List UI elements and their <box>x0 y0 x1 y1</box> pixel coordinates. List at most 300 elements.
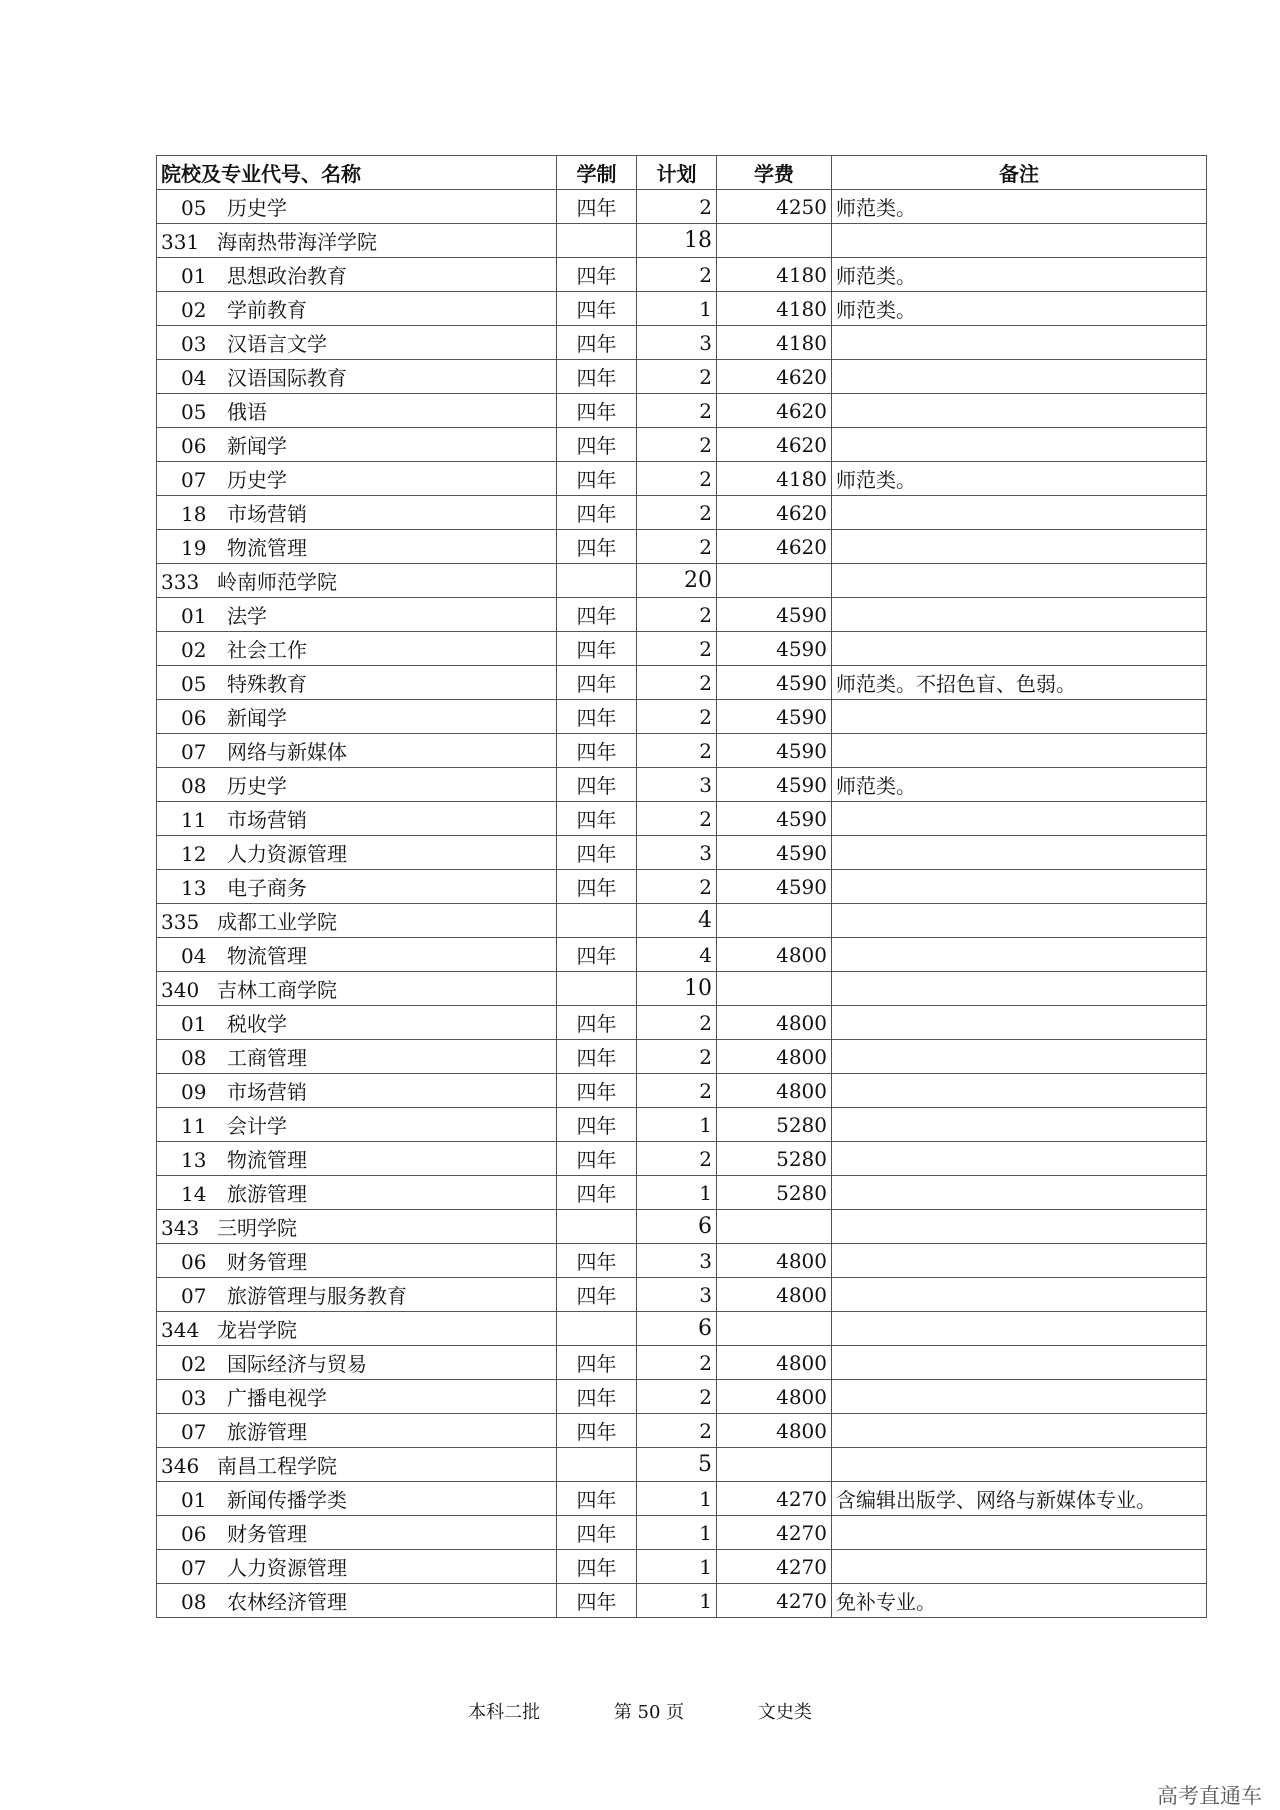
major-code: 02 <box>181 638 207 662</box>
note-cell: 师范类。 <box>832 462 1207 496</box>
name-cell <box>157 700 557 734</box>
major-code: 19 <box>181 536 207 560</box>
name-cell <box>157 496 557 530</box>
major-name: 旅游管理 <box>227 1182 307 1206</box>
major-code: 13 <box>181 876 207 900</box>
watermark-text: 高考直通车 <box>1157 1784 1262 1808</box>
fee-cell: 4800 <box>717 1074 832 1108</box>
duration-cell: 四年 <box>557 394 637 428</box>
note-cell <box>832 224 1207 258</box>
note-cell <box>832 1380 1207 1414</box>
note-cell <box>832 802 1207 836</box>
plan-cell: 2 <box>637 394 717 428</box>
fee-cell: 4250 <box>717 190 832 224</box>
table-row <box>157 768 1207 802</box>
school-row <box>157 1448 1207 1482</box>
note-cell <box>832 1210 1207 1244</box>
duration-cell: 四年 <box>557 1040 637 1074</box>
school-row <box>157 1210 1207 1244</box>
duration-cell <box>557 564 637 598</box>
duration-cell <box>557 972 637 1006</box>
table-row <box>157 1176 1207 1210</box>
duration-cell <box>557 1448 637 1482</box>
plan-cell: 2 <box>637 1006 717 1040</box>
major-name: 市场营销 <box>227 1080 307 1104</box>
table-row <box>157 598 1207 632</box>
note-cell <box>832 564 1207 598</box>
duration-cell: 四年 <box>557 496 637 530</box>
admission-plan-table <box>156 155 1207 1618</box>
school-row <box>157 224 1207 258</box>
plan-cell: 6 <box>637 1210 717 1244</box>
plan-cell: 3 <box>637 326 717 360</box>
fee-cell: 4620 <box>717 360 832 394</box>
major-name: 物流管理 <box>227 1148 307 1172</box>
fee-cell <box>717 224 832 258</box>
duration-cell: 四年 <box>557 326 637 360</box>
duration-cell: 四年 <box>557 870 637 904</box>
fee-cell: 4270 <box>717 1516 832 1550</box>
name-cell <box>157 1346 557 1380</box>
name-cell <box>157 530 557 564</box>
duration-cell: 四年 <box>557 1380 637 1414</box>
plan-cell: 1 <box>637 292 717 326</box>
note-cell: 师范类。 <box>832 258 1207 292</box>
duration-cell <box>557 904 637 938</box>
note-cell <box>832 836 1207 870</box>
name-cell <box>157 190 557 224</box>
major-name: 市场营销 <box>227 808 307 832</box>
table-row <box>157 870 1207 904</box>
major-name: 税收学 <box>227 1012 287 1036</box>
duration-cell: 四年 <box>557 1176 637 1210</box>
name-cell <box>157 938 557 972</box>
plan-cell: 4 <box>637 904 717 938</box>
fee-cell <box>717 1210 832 1244</box>
table-row <box>157 1244 1207 1278</box>
note-cell <box>832 1244 1207 1278</box>
note-cell <box>832 1278 1207 1312</box>
major-name: 网络与新媒体 <box>227 740 347 764</box>
note-cell <box>832 734 1207 768</box>
note-cell <box>832 632 1207 666</box>
footer-batch: 本科二批 <box>468 1702 541 1723</box>
major-code: 03 <box>181 1386 207 1410</box>
duration-cell: 四年 <box>557 1482 637 1516</box>
name-cell <box>157 326 557 360</box>
table-row <box>157 700 1207 734</box>
major-code: 04 <box>181 944 207 968</box>
table-row <box>157 360 1207 394</box>
table-row <box>157 462 1207 496</box>
plan-cell: 2 <box>637 1142 717 1176</box>
fee-cell: 4590 <box>717 768 832 802</box>
plan-cell: 2 <box>637 1040 717 1074</box>
duration-cell: 四年 <box>557 1108 637 1142</box>
duration-cell: 四年 <box>557 598 637 632</box>
plan-cell: 2 <box>637 258 717 292</box>
duration-cell: 四年 <box>557 1142 637 1176</box>
plan-cell: 10 <box>637 972 717 1006</box>
plan-cell: 2 <box>637 734 717 768</box>
duration-cell: 四年 <box>557 190 637 224</box>
name-cell <box>157 1074 557 1108</box>
duration-cell: 四年 <box>557 1074 637 1108</box>
duration-cell: 四年 <box>557 1516 637 1550</box>
plan-cell: 6 <box>637 1312 717 1346</box>
plan-cell: 2 <box>637 1346 717 1380</box>
note-cell: 师范类。 <box>832 768 1207 802</box>
fee-cell <box>717 972 832 1006</box>
duration-cell: 四年 <box>557 768 637 802</box>
name-cell <box>157 1414 557 1448</box>
plan-cell: 2 <box>637 1380 717 1414</box>
name-cell <box>157 224 557 258</box>
major-name: 会计学 <box>227 1114 287 1138</box>
duration-cell: 四年 <box>557 428 637 462</box>
major-name: 历史学 <box>227 468 287 492</box>
school-code: 331 <box>161 230 200 254</box>
plan-cell: 2 <box>637 1414 717 1448</box>
major-name: 历史学 <box>227 196 287 220</box>
table-row <box>157 496 1207 530</box>
table-row <box>157 836 1207 870</box>
major-code: 18 <box>181 502 207 526</box>
fee-cell: 4620 <box>717 428 832 462</box>
fee-cell: 5280 <box>717 1176 832 1210</box>
fee-cell: 4590 <box>717 802 832 836</box>
table-row <box>157 1584 1207 1618</box>
name-cell <box>157 1108 557 1142</box>
name-cell <box>157 1040 557 1074</box>
note-cell <box>832 326 1207 360</box>
note-cell <box>832 870 1207 904</box>
plan-cell: 4 <box>637 938 717 972</box>
duration-cell: 四年 <box>557 700 637 734</box>
school-row <box>157 972 1207 1006</box>
note-cell <box>832 1074 1207 1108</box>
school-name: 岭南师范学院 <box>217 570 337 594</box>
fee-cell: 4270 <box>717 1584 832 1618</box>
plan-cell: 3 <box>637 836 717 870</box>
school-row <box>157 564 1207 598</box>
name-cell <box>157 428 557 462</box>
table-row <box>157 1040 1207 1074</box>
major-code: 07 <box>181 740 207 764</box>
major-name: 旅游管理 <box>227 1420 307 1444</box>
note-cell <box>832 394 1207 428</box>
note-cell <box>832 1040 1207 1074</box>
name-cell <box>157 1210 557 1244</box>
major-code: 01 <box>181 604 207 628</box>
school-name: 南昌工程学院 <box>217 1454 337 1478</box>
name-cell <box>157 1176 557 1210</box>
major-code: 05 <box>181 672 207 696</box>
table-row <box>157 802 1207 836</box>
name-cell <box>157 1142 557 1176</box>
note-cell <box>832 700 1207 734</box>
major-name: 新闻学 <box>227 434 287 458</box>
name-cell <box>157 258 557 292</box>
table-row <box>157 632 1207 666</box>
plan-cell: 2 <box>637 496 717 530</box>
duration-cell: 四年 <box>557 258 637 292</box>
table-row <box>157 1550 1207 1584</box>
plan-cell: 5 <box>637 1448 717 1482</box>
fee-cell <box>717 1312 832 1346</box>
plan-cell: 2 <box>637 632 717 666</box>
major-name: 广播电视学 <box>227 1386 327 1410</box>
plan-cell: 2 <box>637 428 717 462</box>
name-cell <box>157 1380 557 1414</box>
fee-cell: 4180 <box>717 292 832 326</box>
school-name: 海南热带海洋学院 <box>217 230 377 254</box>
table-row <box>157 428 1207 462</box>
major-name: 新闻传播学类 <box>227 1488 347 1512</box>
note-cell: 免补专业。 <box>832 1584 1207 1618</box>
major-name: 学前教育 <box>227 298 307 322</box>
plan-cell: 3 <box>637 1244 717 1278</box>
school-row <box>157 904 1207 938</box>
major-code: 02 <box>181 298 207 322</box>
note-cell <box>832 1312 1207 1346</box>
major-name: 特殊教育 <box>227 672 307 696</box>
duration-cell: 四年 <box>557 292 637 326</box>
major-name: 汉语言文学 <box>227 332 327 356</box>
table-row <box>157 326 1207 360</box>
note-cell <box>832 1448 1207 1482</box>
note-cell <box>832 1006 1207 1040</box>
major-name: 人力资源管理 <box>227 1556 347 1580</box>
table-row <box>157 1346 1207 1380</box>
fee-cell: 4590 <box>717 734 832 768</box>
header-duration: 学制 <box>557 156 637 190</box>
major-code: 06 <box>181 706 207 730</box>
name-cell <box>157 598 557 632</box>
major-name: 历史学 <box>227 774 287 798</box>
major-code: 07 <box>181 1284 207 1308</box>
fee-cell: 4590 <box>717 870 832 904</box>
major-code: 11 <box>181 1114 207 1138</box>
school-row <box>157 1312 1207 1346</box>
footer-page-number: 第 50 页 <box>613 1702 685 1723</box>
table-row <box>157 734 1207 768</box>
note-cell <box>832 360 1207 394</box>
note-cell <box>832 1550 1207 1584</box>
major-code: 08 <box>181 1590 207 1614</box>
table-row <box>157 1516 1207 1550</box>
major-code: 07 <box>181 1556 207 1580</box>
plan-cell: 2 <box>637 598 717 632</box>
duration-cell <box>557 224 637 258</box>
fee-cell: 4800 <box>717 1278 832 1312</box>
major-name: 市场营销 <box>227 502 307 526</box>
fee-cell: 4800 <box>717 1346 832 1380</box>
page-footer <box>0 1698 1280 1724</box>
school-code: 340 <box>161 978 200 1002</box>
fee-cell: 4800 <box>717 1040 832 1074</box>
fee-cell: 4620 <box>717 394 832 428</box>
duration-cell: 四年 <box>557 734 637 768</box>
school-name: 成都工业学院 <box>217 910 337 934</box>
duration-cell <box>557 1312 637 1346</box>
major-name: 财务管理 <box>227 1522 307 1546</box>
note-cell <box>832 972 1207 1006</box>
major-code: 11 <box>181 808 207 832</box>
duration-cell: 四年 <box>557 802 637 836</box>
plan-cell: 2 <box>637 190 717 224</box>
duration-cell: 四年 <box>557 836 637 870</box>
table-row <box>157 258 1207 292</box>
name-cell <box>157 802 557 836</box>
school-code: 344 <box>161 1318 200 1342</box>
note-cell <box>832 496 1207 530</box>
fee-cell: 4590 <box>717 700 832 734</box>
name-cell <box>157 1312 557 1346</box>
note-cell <box>832 1346 1207 1380</box>
school-code: 343 <box>161 1216 200 1240</box>
duration-cell: 四年 <box>557 666 637 700</box>
major-name: 汉语国际教育 <box>227 366 347 390</box>
table-row <box>157 1380 1207 1414</box>
plan-cell: 3 <box>637 1278 717 1312</box>
name-cell <box>157 1516 557 1550</box>
note-cell <box>832 530 1207 564</box>
fee-cell: 4270 <box>717 1550 832 1584</box>
plan-cell: 2 <box>637 530 717 564</box>
name-cell <box>157 1482 557 1516</box>
plan-cell: 2 <box>637 1074 717 1108</box>
plan-cell: 1 <box>637 1550 717 1584</box>
name-cell <box>157 1278 557 1312</box>
fee-cell: 4800 <box>717 938 832 972</box>
school-name: 吉林工商学院 <box>217 978 337 1002</box>
major-code: 01 <box>181 1012 207 1036</box>
fee-cell <box>717 904 832 938</box>
plan-cell: 2 <box>637 462 717 496</box>
table-row <box>157 1074 1207 1108</box>
table-row <box>157 1142 1207 1176</box>
note-cell <box>832 1108 1207 1142</box>
table-row <box>157 394 1207 428</box>
major-name: 电子商务 <box>227 876 307 900</box>
school-name: 三明学院 <box>217 1216 297 1240</box>
major-code: 06 <box>181 1522 207 1546</box>
plan-cell: 1 <box>637 1516 717 1550</box>
fee-cell: 4620 <box>717 530 832 564</box>
name-cell <box>157 394 557 428</box>
name-cell <box>157 768 557 802</box>
footer-category: 文史类 <box>757 1702 812 1723</box>
duration-cell: 四年 <box>557 1244 637 1278</box>
note-cell: 师范类。 <box>832 292 1207 326</box>
plan-cell: 3 <box>637 768 717 802</box>
duration-cell: 四年 <box>557 1278 637 1312</box>
fee-cell: 5280 <box>717 1142 832 1176</box>
fee-cell: 4620 <box>717 496 832 530</box>
major-code: 05 <box>181 196 207 220</box>
table-row <box>157 530 1207 564</box>
name-cell <box>157 462 557 496</box>
major-name: 物流管理 <box>227 944 307 968</box>
note-cell <box>832 428 1207 462</box>
duration-cell: 四年 <box>557 1346 637 1380</box>
table-row <box>157 1278 1207 1312</box>
name-cell <box>157 972 557 1006</box>
name-cell <box>157 1006 557 1040</box>
major-code: 03 <box>181 332 207 356</box>
plan-cell: 1 <box>637 1108 717 1142</box>
duration-cell: 四年 <box>557 462 637 496</box>
table-body <box>157 190 1207 1618</box>
note-cell: 师范类。不招色盲、色弱。 <box>832 666 1207 700</box>
duration-cell: 四年 <box>557 1414 637 1448</box>
school-code: 335 <box>161 910 200 934</box>
major-code: 14 <box>181 1182 207 1206</box>
major-name: 新闻学 <box>227 706 287 730</box>
note-cell <box>832 598 1207 632</box>
fee-cell: 5280 <box>717 1108 832 1142</box>
plan-cell: 2 <box>637 802 717 836</box>
major-code: 07 <box>181 468 207 492</box>
fee-cell: 4270 <box>717 1482 832 1516</box>
note-cell <box>832 904 1207 938</box>
major-name: 俄语 <box>227 400 267 424</box>
header-name: 院校及专业代号、名称 <box>157 156 557 190</box>
plan-cell: 2 <box>637 870 717 904</box>
table-row <box>157 1482 1207 1516</box>
major-code: 07 <box>181 1420 207 1444</box>
major-code: 01 <box>181 1488 207 1512</box>
major-name: 农林经济管理 <box>227 1590 347 1614</box>
fee-cell: 4590 <box>717 632 832 666</box>
plan-cell: 1 <box>637 1584 717 1618</box>
school-name: 龙岩学院 <box>217 1318 297 1342</box>
duration-cell: 四年 <box>557 1006 637 1040</box>
table-row <box>157 1414 1207 1448</box>
note-cell <box>832 1414 1207 1448</box>
name-cell <box>157 870 557 904</box>
duration-cell: 四年 <box>557 530 637 564</box>
major-name: 国际经济与贸易 <box>227 1352 367 1376</box>
major-code: 08 <box>181 774 207 798</box>
fee-cell <box>717 564 832 598</box>
plan-cell: 2 <box>637 700 717 734</box>
major-code: 12 <box>181 842 207 866</box>
name-cell <box>157 1244 557 1278</box>
note-cell: 师范类。 <box>832 190 1207 224</box>
fee-cell: 4800 <box>717 1244 832 1278</box>
duration-cell <box>557 1210 637 1244</box>
major-code: 09 <box>181 1080 207 1104</box>
header-note: 备注 <box>832 156 1207 190</box>
table-row <box>157 190 1207 224</box>
table-row <box>157 292 1207 326</box>
plan-cell: 1 <box>637 1482 717 1516</box>
duration-cell: 四年 <box>557 360 637 394</box>
name-cell <box>157 1584 557 1618</box>
note-cell <box>832 938 1207 972</box>
name-cell <box>157 1448 557 1482</box>
duration-cell: 四年 <box>557 1550 637 1584</box>
note-cell <box>832 1176 1207 1210</box>
major-code: 06 <box>181 434 207 458</box>
table-header-row <box>157 156 1207 190</box>
school-code: 333 <box>161 570 200 594</box>
fee-cell: 4180 <box>717 326 832 360</box>
duration-cell: 四年 <box>557 938 637 972</box>
table-row <box>157 1006 1207 1040</box>
